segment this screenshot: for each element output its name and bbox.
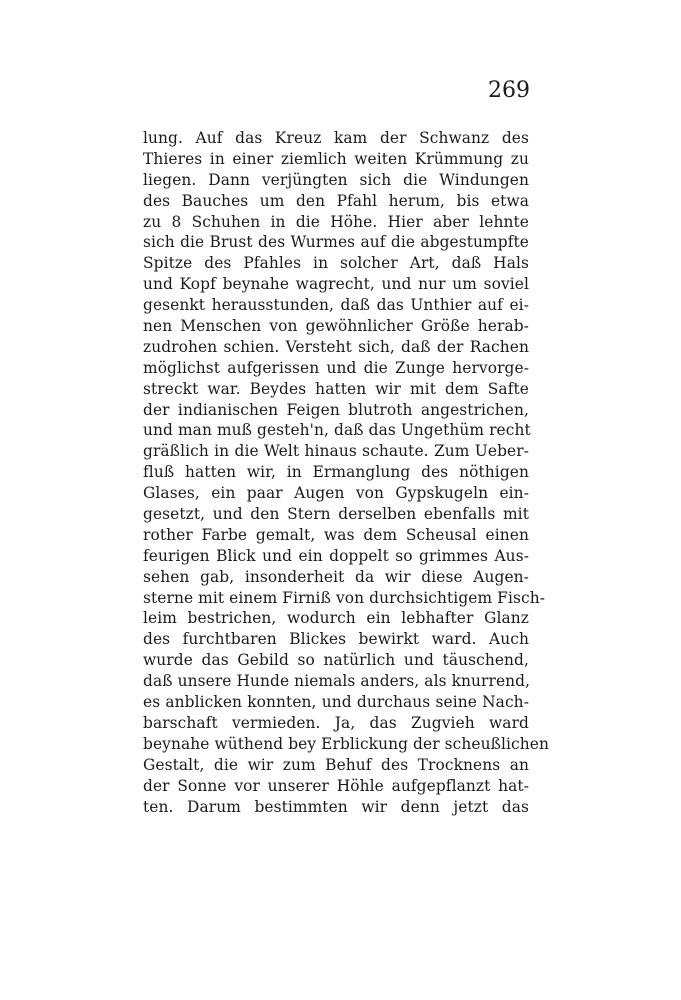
- text-line: ten. Darum bestimmten wir denn jetzt das: [143, 797, 529, 816]
- text-line: nen Menschen von gewöhnlicher Größe herab-: [143, 317, 529, 336]
- page-number: 269: [488, 78, 530, 103]
- body-text: [143, 128, 549, 817]
- text-line: es anblicken konnten, und durchaus seine Nach-: [143, 693, 529, 712]
- text-line: barschaft vermieden. Ja, das Zugvieh ward: [143, 713, 529, 732]
- text-line: fluß hatten wir, in Ermanglung des nöthigen: [143, 463, 529, 482]
- text-line: gesetzt, und den Stern derselben ebenfalls mit: [143, 505, 529, 524]
- text-line: wurde das Gebild so natürlich und täuschend,: [143, 651, 529, 670]
- text-line: daß unsere Hunde niemals anders, als knurrend,: [143, 672, 531, 691]
- text-line: Gestalt, die wir zum Behuf des Trocknens an: [143, 755, 529, 774]
- text-line: lung. Auf das Kreuz kam der Schwanz des: [143, 129, 529, 147]
- text-line: zu 8 Schuhen in die Höhe. Hier aber lehnte: [143, 212, 529, 231]
- text-line: Spitze des Pfahles in solcher Art, daß Hals: [143, 254, 529, 273]
- text-line: rother Farbe gemalt, was dem Scheusal einen: [143, 525, 529, 544]
- text-line: sich die Brust des Wurmes auf die abgestumpfte: [143, 233, 529, 252]
- text-line: zudrohen schien. Versteht sich, daß der Rachen: [143, 337, 529, 356]
- text-line: Glases, ein paar Augen von Gypskugeln ein-: [143, 484, 529, 503]
- text-line: gesenkt herausstunden, daß das Unthier auf ei-: [143, 296, 529, 315]
- text-line: liegen. Dann verjüngten sich die Windungen: [143, 170, 529, 189]
- text-line: der Sonne vor unserer Höhle aufgepflanzt hat-: [143, 776, 529, 795]
- text-line: der indianischen Feigen blutroth angestrichen,: [143, 400, 529, 419]
- text-line: feurigen Blick und ein doppelt so grimmes Aus-: [143, 546, 529, 565]
- text-line: des Bauches um den Pfahl herum, bis etwa: [143, 191, 529, 210]
- text-line: möglichst aufgerissen und die Zunge hervorge-: [143, 358, 529, 377]
- text-line: gräßlich in die Welt hinaus schaute. Zum Ueber-: [143, 442, 529, 461]
- text-line: sehen gab, insonderheit da wir diese Augen-: [143, 567, 529, 586]
- text-line: und man muß gesteh'n, daß das Ungethüm recht: [143, 421, 531, 440]
- text-line: beynahe wüthend bey Erblickung der scheußlichen: [143, 734, 549, 753]
- text-line: und Kopf beynahe wagrecht, und nur um soviel: [143, 275, 529, 294]
- text-line: leim bestrichen, wodurch ein lebhafter Glanz: [143, 609, 529, 628]
- text-line: streckt war. Beydes hatten wir mit dem Safte: [143, 379, 529, 398]
- text-line: Thieres in einer ziemlich weiten Krümmung zu: [143, 149, 529, 168]
- text-line: des furchtbaren Blickes bewirkt ward. Auch: [143, 630, 529, 649]
- text-line: sterne mit einem Firniß von durchsichtigem Fisch-: [143, 588, 546, 607]
